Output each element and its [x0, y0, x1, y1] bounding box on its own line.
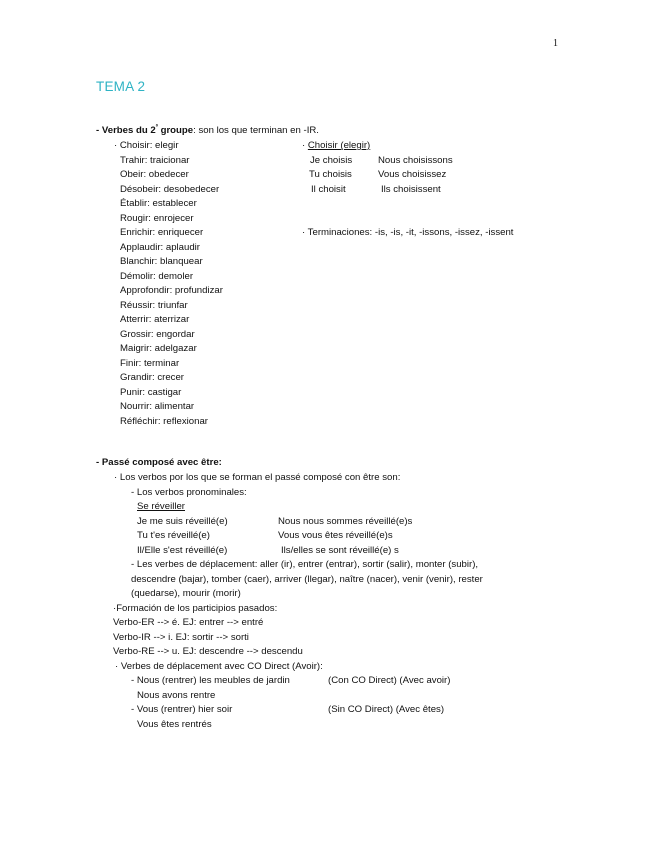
verb-list-item: Désobeir: desobedecer: [120, 183, 220, 195]
heading-description: : son los que terminan en -IR.: [193, 125, 319, 136]
verb-list-item: Trahir: traicionar: [120, 154, 190, 166]
section-heading-passe-compose: [96, 457, 222, 469]
conjugation-plural: Vous choisissez: [378, 169, 447, 180]
conjugation-bullet: ·: [302, 140, 308, 151]
verb-list-item: Établir: establecer: [120, 198, 197, 209]
terminaciones-line: · Terminaciones: -is, -is, -it, -issons, -issez, -issent: [302, 227, 514, 238]
verb-list-item: Maigrir: adelgazar: [120, 343, 197, 354]
verb-list-item: Réussir: triunfar: [120, 299, 188, 311]
page-number: 1: [553, 38, 558, 49]
conjugation-title: [302, 140, 370, 152]
verb-list-item: Atterrir: aterrizar: [120, 314, 190, 325]
deplacement-line: (quedarse), mourir (morir): [131, 588, 241, 599]
verb-list-item: Nourrir: alimentar: [120, 401, 195, 412]
participio-rule: Verbo-RE --> u. EJ: descendre --> descendu: [113, 646, 303, 657]
conjugation-singular: Il choisit: [311, 183, 346, 195]
conjugation-title-text: Choisir (elegir): [307, 140, 371, 151]
verb-list-item: Grossir: engordar: [120, 328, 195, 340]
verb-list-item: Enrichir: enriquecer: [120, 227, 204, 238]
conjugation-singular: Tu choisis: [309, 169, 352, 180]
heading-text-rest: groupe: [157, 125, 194, 136]
heading-text: - Passé composé avec être:: [96, 457, 222, 468]
co-example-answer: Vous êtes rentrés: [137, 718, 212, 730]
example-verb-title: Se réveiller: [137, 501, 185, 512]
conjugation-plural: Nous choisissons: [378, 154, 453, 166]
section-heading-verbes: [96, 125, 319, 137]
conjugation-plural: Ils choisissent: [381, 183, 441, 195]
pronominal-singular: Il/Elle s'est réveillé(e): [137, 544, 228, 556]
participio-rule: Verbo-IR --> i. EJ: sortir --> sorti: [113, 631, 249, 643]
verb-list-item: Applaudir: aplaudir: [120, 241, 201, 253]
verb-list-item: Obeir: obedecer: [120, 169, 189, 180]
pronominal-singular: Tu t'es réveillé(e): [137, 530, 210, 541]
verb-list-item: Approfondir: profundizar: [120, 285, 223, 296]
co-example-note: (Sin CO Direct) (Avec êtes): [328, 704, 445, 715]
co-direct-heading: · Verbes de déplacement avec CO Direct (Avoir):: [115, 660, 323, 672]
intro-line: · Los verbos por los que se forman el passé composé con être son:: [114, 472, 401, 483]
page-title: TEMA 2: [96, 79, 146, 94]
co-example-line: - Vous (rentrer) hier soir: [131, 704, 233, 715]
verb-list-item: Rougir: enrojecer: [120, 212, 194, 224]
co-example-answer: Nous avons rentre: [137, 689, 216, 701]
verb-list-item: Démolir: demoler: [120, 270, 194, 282]
participios-heading: ·Formación de los participios pasados:: [113, 602, 278, 614]
verb-list-item: Punir: castigar: [120, 386, 182, 398]
co-example-note: (Con CO Direct) (Avec avoir): [328, 675, 451, 686]
deplacement-line: - Les verbes de déplacement: aller (ir), entrer (entrar), sortir (salir), monter (subir),: [131, 559, 479, 570]
deplacement-line: descendre (bajar), tomber (caer), arriver (llegar), naître (nacer), venir (venir), rester: [131, 573, 483, 585]
verb-list-item: · Choisir: elegir: [114, 140, 179, 151]
co-example-line: - Nous (rentrer) les meubles de jardin: [131, 675, 290, 686]
participio-rule: Verbo-ER --> é. EJ: entrer --> entré: [113, 617, 264, 628]
verb-list-item: Blanchir: blanquear: [120, 256, 203, 267]
pronominal-plural: Vous vous êtes réveillé(e)s: [278, 530, 393, 541]
pronominal-plural: Nous nous sommes réveillé(e)s: [278, 515, 413, 527]
heading-text: - Verbes du 2: [96, 125, 156, 136]
verb-list-item: Grandir: crecer: [120, 372, 184, 383]
pronominales-heading: - Los verbos pronominales:: [131, 486, 247, 498]
pronominal-singular: Je me suis réveillé(e): [137, 515, 228, 527]
heading-superscript: º: [155, 125, 158, 131]
verb-list-item: Finir: terminar: [120, 357, 180, 369]
pronominal-plural: Ils/elles se sont réveillé(e) s: [281, 544, 399, 556]
conjugation-singular: Je choisis: [310, 154, 353, 166]
verb-list-item: Réfléchir: reflexionar: [120, 415, 208, 427]
